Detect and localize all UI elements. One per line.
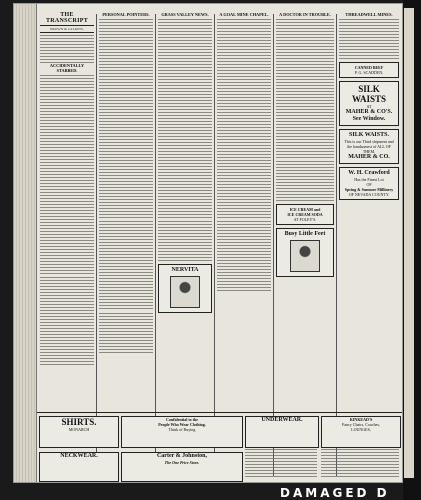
masthead-title: THE TRANSCRIPT	[45, 12, 88, 24]
headline-col4: A GOAL MINE CHAPEL.	[219, 12, 269, 17]
portrait-illustration	[170, 276, 200, 308]
newspaper-page	[14, 4, 402, 482]
column-rule	[273, 14, 274, 476]
ice-cream-line3: AT FOLEY'S.	[293, 217, 317, 222]
column-text	[339, 19, 399, 59]
column-text	[40, 35, 94, 63]
ice-cream-line1: ICE CREAM and	[289, 207, 321, 212]
silk-waists-ad-2	[339, 129, 399, 164]
column-text	[245, 449, 317, 477]
silk-store: MAHER & CO'S.	[345, 109, 393, 115]
neckwear-title: NECKWEAR.	[60, 453, 98, 459]
headline-col1: ACCIDENTALLY STABBED.	[49, 63, 85, 73]
underwear-title: UNDERWEAR.	[261, 417, 303, 423]
column-text	[99, 19, 153, 219]
column-5	[276, 12, 334, 478]
silk-cta: See Window.	[352, 116, 386, 122]
column-rule	[96, 14, 97, 476]
carter-johnston-ad	[121, 452, 243, 482]
underwear-ad	[245, 416, 319, 448]
ice-cream-ad	[276, 204, 334, 225]
silk2-title: SILK WAISTS.	[349, 132, 389, 138]
crawford-line: Has the Finest Lot	[354, 177, 384, 182]
gutter-rule	[36, 4, 37, 482]
shirts-title: SHIRTS.	[61, 417, 97, 427]
column-text	[40, 75, 94, 275]
kinkead-line2: LOUNGES,	[351, 427, 371, 432]
crawford-ad	[339, 167, 399, 200]
scadden-name: P. G. SCADDEN,	[354, 70, 384, 75]
silk-at: AT	[366, 104, 372, 109]
headline-col2: PERSONAL POINTERS.	[102, 12, 150, 17]
silk-title: SILK	[358, 84, 380, 94]
busy-feet-ad	[276, 228, 334, 277]
column-text	[217, 19, 271, 219]
clothing-line3: Think of Buying	[168, 427, 196, 432]
carter-sub: The One Price Store.	[164, 460, 200, 465]
kinkead-line: Fancy Chairs, Couches,	[342, 422, 380, 427]
carter-title: Carter & Johnston,	[156, 453, 208, 459]
column-4	[217, 12, 271, 478]
column-text	[321, 449, 399, 477]
column-text	[276, 19, 334, 159]
adjacent-page-edge	[404, 8, 414, 478]
kinkead-ad	[321, 416, 401, 448]
column-text	[217, 263, 271, 291]
column-text	[158, 19, 212, 219]
headline-col5: A DOCTOR IN TROUBLE.	[279, 12, 331, 17]
ice-cream-line2: ICE CREAM SODA	[287, 212, 323, 217]
crawford-title: W. H. Crawford	[348, 170, 390, 176]
shirts-sub: MONARCH	[68, 427, 90, 432]
headline-col3: GRASS VALLEY NEWS.	[161, 12, 209, 17]
shipment-text: This is our Third shipment and the handsomest of ALL OF THEM.	[344, 139, 394, 154]
column-1	[40, 12, 94, 478]
headline-col6: THREADWELL MINES.	[345, 12, 393, 17]
canned-beef-ad	[339, 62, 399, 78]
silk-waists-ad	[339, 81, 399, 126]
crawford-of: OF	[366, 182, 372, 187]
page-binding	[14, 4, 36, 482]
crawford-line3: Spring & Summer Millinery	[344, 187, 394, 192]
nervita-title: NERVITA	[171, 267, 199, 273]
column-rule	[155, 14, 156, 476]
column-3	[158, 12, 212, 478]
column-rule	[336, 14, 337, 476]
clothing-line2: People Who Wear Clothing.	[158, 422, 206, 427]
dancing-figure-illustration	[290, 240, 320, 272]
nervita-ad	[158, 264, 212, 313]
column-rule	[214, 14, 215, 476]
neckwear-ad	[39, 452, 119, 482]
clothing-line1: Confidential to the	[166, 417, 198, 422]
shirts-ad	[39, 416, 119, 448]
busy-feet-title: Busy Little Feet	[284, 231, 326, 237]
masthead-publishers: BROWN & CALKINS,	[40, 25, 94, 33]
column-text	[276, 161, 334, 201]
clothing-ad	[121, 416, 243, 448]
silk-title-2: WAISTS	[351, 94, 387, 104]
column-6	[339, 12, 399, 478]
crawford-line4: OF NEVADA COUNTY.	[348, 192, 390, 197]
column-text	[99, 313, 153, 353]
maher-title: MAHER & CO.	[348, 154, 390, 160]
column-text	[99, 221, 153, 311]
kinkead-title: KINKEAD'S	[349, 417, 373, 422]
canned-beef-title: CANNED BEEF	[354, 65, 384, 70]
column-text	[217, 221, 271, 261]
column-text	[158, 221, 212, 261]
column-2	[99, 12, 153, 478]
damaged-stamp: DAMAGED D	[280, 486, 390, 500]
bottom-ad-strip	[37, 412, 402, 483]
column-text	[40, 277, 94, 367]
